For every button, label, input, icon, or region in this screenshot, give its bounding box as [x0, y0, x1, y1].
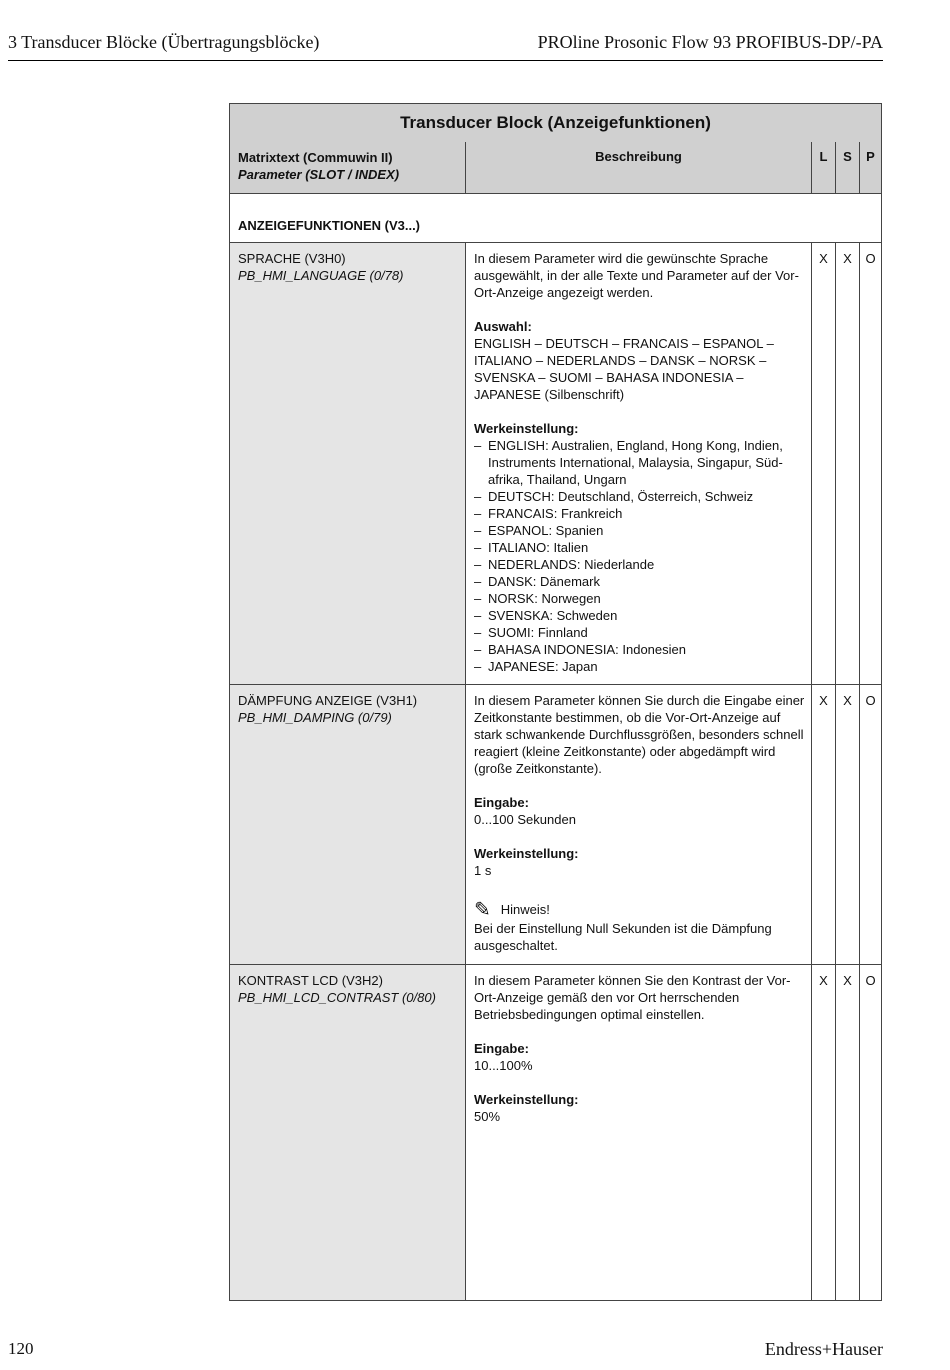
access-p: O: [865, 693, 876, 708]
list-item: – DEUTSCH: Deutschland, Österreich, Schweiz: [474, 488, 805, 505]
table-title: Transducer Block (Anzeigefunktionen): [230, 104, 881, 142]
hint-label: Hinweis!: [500, 902, 550, 917]
list-item: – ENGLISH: Australien, England, Hong Kong, Indien, Instruments International, Malaysia, Singapur, Süd-afrika, Thailand, Ungarn: [474, 437, 805, 488]
list-item: – DANSK: Dänemark: [474, 573, 805, 590]
page-number: 120: [8, 1339, 34, 1358]
document-title: PROline Prosonic Flow 93 PROFIBUS-DP/-PA: [537, 32, 883, 52]
parameter-cell: [230, 965, 466, 1300]
werkeinstellung-value: 50%: [474, 1109, 501, 1124]
header-col1-line1: Matrixtext (Commuwin II): [238, 150, 393, 165]
list-item: – FRANCAIS: Frankreich: [474, 505, 805, 522]
access-l: X: [812, 685, 836, 964]
list-item: – NEDERLANDS: Niederlande: [474, 556, 805, 573]
description-text: In diesem Parameter wird die gewünschte Sprache ausgewählt, in der alle Texte und Parameter auf der Vor-Ort-Anzeige angezeigt werden.: [474, 251, 799, 300]
list-item: – NORSK: Norwegen: [474, 590, 805, 607]
description-cell: [466, 243, 812, 684]
eingabe-value: 10...100%: [474, 1058, 533, 1073]
list-item: – BAHASA INDONESIA: Indonesien: [474, 641, 805, 658]
table-header-row: [230, 142, 881, 194]
parameter-index: PB_HMI_LCD_CONTRAST (0/80): [238, 990, 436, 1005]
chapter-title: 3 Transducer Blöcke (Übertragungsblöcke): [8, 32, 320, 52]
access-s: X: [836, 685, 860, 964]
table-row: [230, 685, 881, 965]
parameter-name: SPRACHE (V3H0): [238, 251, 346, 266]
access-l: X: [812, 965, 836, 1300]
access-s: X: [836, 965, 860, 1300]
eingabe-label: Eingabe:: [474, 795, 529, 810]
eingabe-label: Eingabe:: [474, 1041, 529, 1056]
werkeinstellung-label: Werkeinstellung:: [474, 1092, 579, 1107]
header-s: S: [836, 142, 860, 193]
description-text: In diesem Parameter können Sie den Kontrast der Vor-Ort-Anzeige gemäß den vor Ort herrschenden Betriebsbedingungen optimal einstellen.: [474, 973, 791, 1022]
header-l: L: [812, 142, 836, 193]
page-header: [8, 30, 883, 61]
werkeinstellung-list: [474, 437, 805, 675]
description-cell: [466, 685, 812, 964]
access-s: X: [836, 243, 860, 684]
header-p: P: [866, 149, 875, 164]
eingabe-value: 0...100 Sekunden: [474, 812, 576, 827]
parameter-name: DÄMPFUNG ANZEIGE (V3H1): [238, 693, 418, 708]
list-item: – SUOMI: Finnland: [474, 624, 805, 641]
header-matrixtext: [230, 142, 466, 193]
parameter-index: PB_HMI_DAMPING (0/79): [238, 710, 392, 725]
brand-logo-text: Endress+Hauser: [764, 1339, 883, 1359]
access-p: O: [865, 251, 876, 266]
header-beschreibung: Beschreibung: [466, 142, 812, 193]
description-cell: [466, 965, 812, 1300]
parameter-name: KONTRAST LCD (V3H2): [238, 973, 383, 988]
access-p: O: [865, 973, 876, 988]
table-row: [230, 965, 881, 1300]
hint-block: [474, 900, 805, 920]
list-item: – ESPANOL: Spanien: [474, 522, 805, 539]
section-heading: ANZEIGEFUNKTIONEN (V3...): [230, 193, 881, 243]
list-item: – ITALIANO: Italien: [474, 539, 805, 556]
werkeinstellung-label: Werkeinstellung:: [474, 846, 579, 861]
parameter-cell: [230, 685, 466, 964]
werkeinstellung-value: 1 s: [474, 863, 492, 878]
auswahl-text: ENGLISH – DEUTSCH – FRANCAIS – ESPANOL – ITALIANO – NEDERLANDS – DANSK – NORSK – SVENSKA – SUOMI – BAHASA INDONESIA – JAPANESE (Silbenschrift): [474, 336, 774, 402]
hint-text: Bei der Einstellung Null Sekunden ist die Dämpfung ausgeschaltet.: [474, 921, 772, 953]
auswahl-label: Auswahl:: [474, 319, 532, 334]
parameter-table: [229, 103, 882, 1301]
table-row: [230, 243, 881, 685]
parameter-cell: [230, 243, 466, 684]
werkeinstellung-label: Werkeinstellung:: [474, 421, 579, 436]
header-col1-line2: Parameter (SLOT / INDEX): [238, 167, 400, 182]
access-l: X: [812, 243, 836, 684]
list-item: – JAPANESE: Japan: [474, 658, 805, 675]
list-item: – SVENSKA: Schweden: [474, 607, 805, 624]
parameter-index: PB_HMI_LANGUAGE (0/78): [238, 268, 404, 283]
pencil-icon: ✎: [474, 899, 491, 921]
description-text: In diesem Parameter können Sie durch die Eingabe einer Zeitkonstante bestimmen, ob die Vor-Ort-Anzeige auf stark schwankende Durchflussgrößen, besonders schnell reagiert (kleine Zeitkonstante) oder abgedämpft wird (große Zeitkonstante).: [474, 693, 805, 776]
